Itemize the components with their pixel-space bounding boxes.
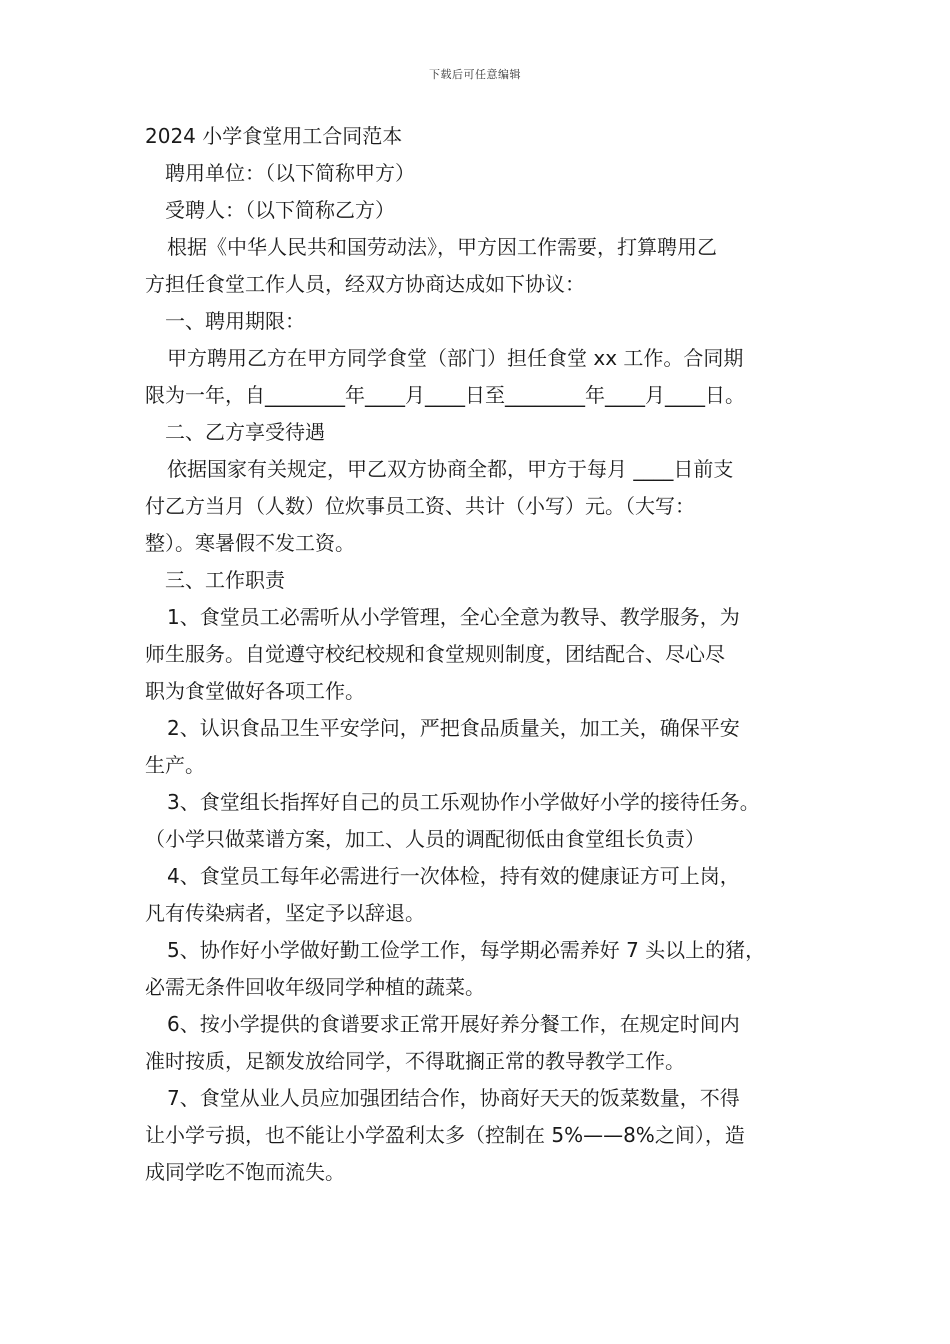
- employer-line: 聘用单位：（以下简称甲方）: [165, 161, 415, 185]
- paragraph-line: 付乙方当月（人数）位炊事员工资、共计（小写）元。（大写：: [145, 494, 695, 518]
- list-item-line: 准时按质，足额发放给同学，不得耽搁正常的教导教学工作。: [145, 1049, 685, 1073]
- section-heading: 三、工作职责: [165, 568, 285, 592]
- list-item-line: 让小学亏损，也不能让小学盈利太多（控制在 5%——8%之间），造: [145, 1123, 745, 1147]
- list-item-line: 1、食堂员工必需听从小学管理，全心全意为教导、教学服务，为: [167, 605, 740, 629]
- list-item-line: 5、协作好小学做好勤工俭学工作，每学期必需养好 7 头以上的猪，: [167, 938, 766, 962]
- section-heading: 二、乙方享受待遇: [165, 420, 325, 444]
- document-body: [145, 118, 810, 1191]
- list-item-line: 4、食堂员工每年必需进行一次体检，持有效的健康证方可上岗，: [167, 864, 740, 888]
- list-item-line: 必需无条件回收年级同学种植的蔬菜。: [145, 975, 485, 999]
- list-item-line: 3、食堂组长指挥好自己的员工乐观协作小学做好小学的接待任务。: [167, 790, 760, 814]
- list-item-line: 职为食堂做好各项工作。: [145, 679, 365, 703]
- list-item-line: 成同学吃不饱而流失。: [145, 1160, 345, 1184]
- list-item-line: 6、按小学提供的食谱要求正常开展好养分餐工作，在规定时间内: [167, 1012, 740, 1036]
- paragraph-line: 甲方聘用乙方在甲方同学食堂（部门）担任食堂 xx 工作。合同期: [167, 346, 744, 370]
- list-item-line: （小学只做菜谱方案，加工、人员的调配彻低由食堂组长负责）: [145, 827, 705, 851]
- list-item-line: 凡有传染病者，坚定予以辞退。: [145, 901, 425, 925]
- paragraph-line: 依据国家有关规定，甲乙双方协商全都，甲方于每月 ____日前支: [167, 457, 734, 481]
- list-item-line: 生产。: [145, 753, 205, 777]
- list-item-line: 2、认识食品卫生平安学问，严把食品质量关，加工关，确保平安: [167, 716, 740, 740]
- employee-line: 受聘人：（以下简称乙方）: [165, 198, 395, 222]
- paragraph-line: 限为一年，自________年____月____日至________年____月____日。: [145, 383, 745, 407]
- paragraph-line: 方担任食堂工作人员，经双方协商达成如下协议：: [145, 272, 585, 296]
- document-title: 2024 小学食堂用工合同范本: [145, 124, 403, 148]
- paragraph-line: 整）。寒暑假不发工资。: [145, 531, 355, 555]
- section-heading: 一、聘用期限：: [165, 309, 305, 333]
- paragraph-line: 根据《中华人民共和国劳动法》，甲方因工作需要，打算聘用乙: [167, 235, 717, 259]
- header-note: 下载后可任意编辑: [429, 68, 521, 81]
- list-item-line: 师生服务。自觉遵守校纪校规和食堂规则制度，团结配合、尽心尽: [145, 642, 725, 666]
- list-item-line: 7、食堂从业人员应加强团结合作，协商好天天的饭菜数量，不得: [167, 1086, 740, 1110]
